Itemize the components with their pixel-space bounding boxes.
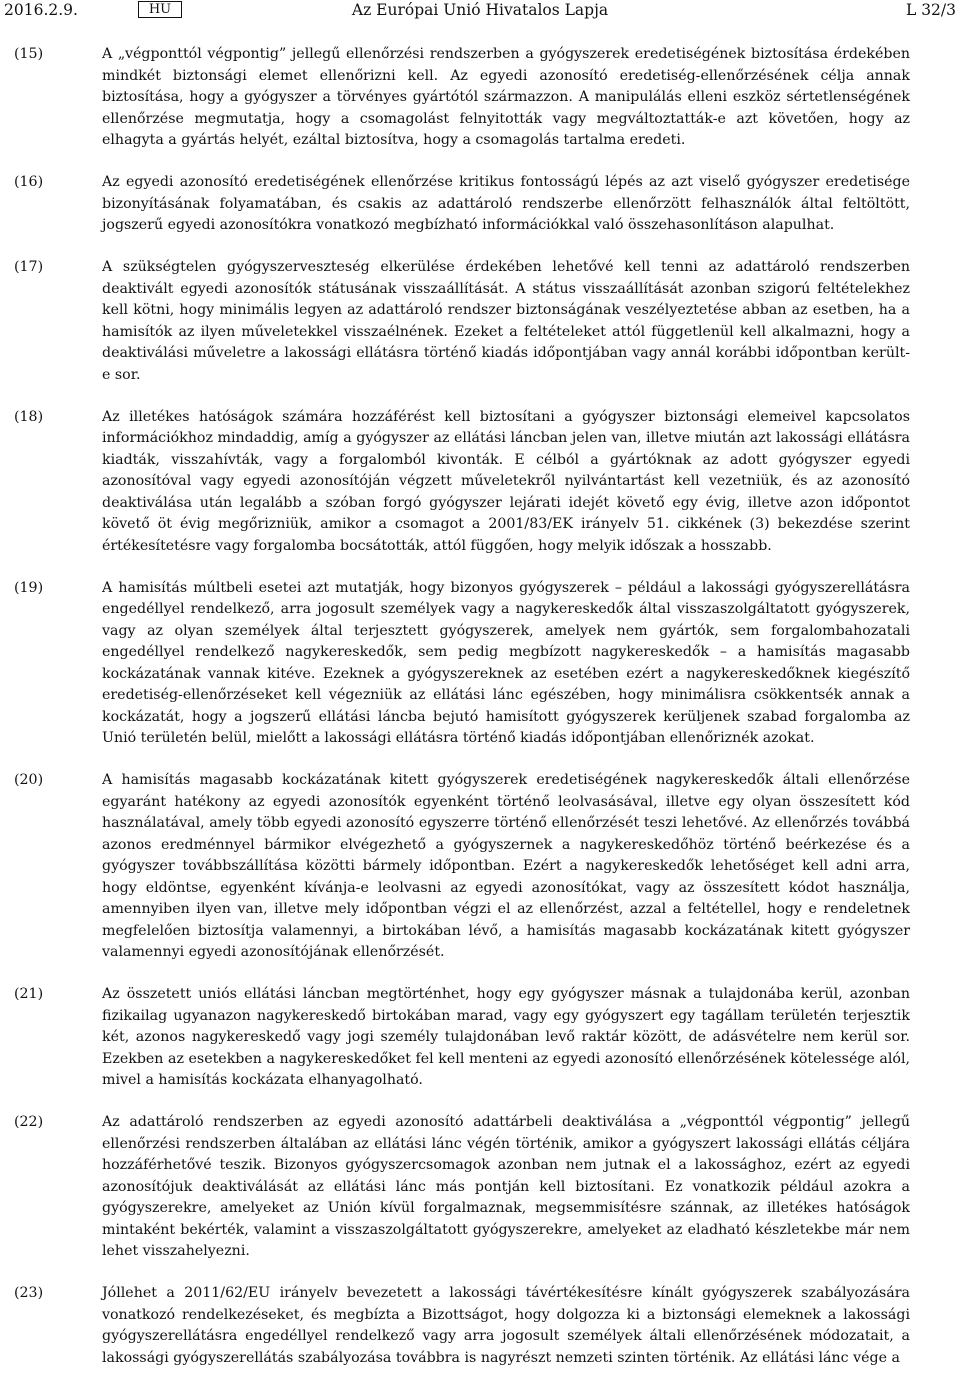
recital-number: (18) (14, 408, 44, 425)
publication-date: 2016.2.9. (4, 1, 78, 19)
recital-16 (14, 172, 910, 237)
recital-text: Az illetékes hatóságok számára hozzáférést kell biztosítani a gyógyszer biztonsági elemeivel kapcsolatos információkhoz mindaddig, amíg a gyógyszer az ellátási láncban jelen van, illetve miután azt lakossági ellátásra kiadták, visszahívták, vagy a forgalomból kivonták. E célból a gyártóknak az adott gyógyszer egyedi azonosítóval vagy egyedi azonosítóján végzett műveletekről nyilvántartást kell vezetniük, és az azonosító deaktiválása után legalább a szóban forgó gyógyszer lejárati idejét követő egy évig, illetve azon időpontot követő öt évig megőrizniük, amikor a csomagot a 2001/83/EK irányelv 51. cikkének (3) bekezdése szerint értékesítetésre vagy forgalomba bocsátották, attól függően, hogy melyik időszak a hosszabb. (102, 408, 910, 554)
recital-19 (14, 578, 910, 750)
recital-number: (22) (14, 1114, 44, 1130)
recital-text: Jóllehet a 2011/62/EU irányelv bevezetett a lakossági távértékesítésre kínált gyógyszerek szabályozására vonatkozó rendelkezéseket, és megbízta a Bizottságot, hogy dolgozza ki a biztonsági elemeknek a lakossági gyógyszerellátásra engedéllyel rendelkező vagy arra jogosult személyek általi ellenőrzésének módozatait, a lakossági gyógyszerellátás szabályozása továbbra is nagyrészt nemzeti szinten történik. Az ellátási lánc vége a (102, 1285, 910, 1366)
recital-text: Az adattároló rendszerben az egyedi azonosító adattárbeli deaktiválása a „végponttól végpontig” jellegű ellenőrzési rendszerben általában az ellátási lánc végén történik, amikor a gyógyszert lakossági ellátás céljára hozzáférhetővé teszik. Bizonyos gyógyszercsomagok azonban nem jutnak el a lakossághoz, ezért az egyedi azonosítójuk deaktiválását az ellátási lánc más pontján kell biztosítani. Ez vonatkozik például azokra a gyógyszerekre, amelyeket az Unión kívül forgalmaznak, megsemmisítésre szánnak, az illetékes hatóságok mintaként bekérték, valamint a visszaszolgáltatott gyógyszerekre, amelyeket az eladható készletekbe már nem lehet visszahelyezni. (102, 1114, 910, 1259)
language-badge: HU (138, 1, 182, 18)
recital-number: (16) (14, 174, 44, 190)
recital-text: A hamisítás múltbeli esetei azt mutatják, hogy bizonyos gyógyszerek – például a lakossági gyógyszerellátásra engedéllyel rendelkező, arra jogosult személyek vagy a nagykereskedők által visszaszolgáltatott gyógyszerek, vagy az olyan személyek által terjesztett gyógyszerek, amelyek nem gyártók, sem forgalombahozatali engedéllyel rendelkező nagykereskedők, sem pedig megbízott nagykereskedők – a hamisítás magasabb kockázatának vannak kitéve. Ezeknek a gyógyszereknek az esetében ezért a nagykereskedőknek kiegészítő eredetiség-ellenőrzéseket kell végezniük az ellátási lánc egészében, hogy minimálisra csökkentsék annak a kockázatát, hogy a jogszerű ellátási láncba bejutó hamisított gyógyszerek kerüljenek szabad forgalomba az Unió területén belül, mielőtt a lakossági ellátásra történő kiadás időpontjában ellenőriznék azokat. (102, 579, 910, 746)
recital-text: A „végponttól végpontig” jellegű ellenőrzési rendszerben a gyógyszerek eredetiségének biztosítása érdekében mindkét biztonsági elemet ellenőrizni kell. Az egyedi azonosító eredetiség-ellenőrzésének célja annak biztosítása, hogy a gyógyszer a törvényes gyártótól származzon. A manipulálás elleni eszköz sértetlenségének ellenőrzése megmutatja, hogy a csomagolást felnyitották vagy megváltoztatták-e azt követően, hogy az elhagyta a gyártás helyét, ezáltal biztosítva, hogy a csomagolás tartalma eredeti. (102, 46, 910, 148)
recital-text: Az egyedi azonosító eredetiségének ellenőrzése kritikus fontosságú lépés az azt viselő gyógyszer eredetisége bizonyításának folyamatában, és csakis az adattároló rendszerbe ellenőrzött felhasználók által feltöltött, jogszerű egyedi azonosítókra vonatkozó megbízható információkkal való összehasonlításon alapulhat. (102, 174, 910, 233)
recital-15 (14, 44, 910, 152)
recital-23 (14, 1283, 910, 1369)
recital-22 (14, 1112, 910, 1263)
recital-text: A hamisítás magasabb kockázatának kitett gyógyszerek eredetiségének nagykereskedők általi ellenőrzése egyaránt hatékony az egyedi azonosítók egyenként történő leolvasásával, illetve egy olyan összesített kód használatával, amely több egyedi azonosító egyszerre történő ellenőrzését teszi lehetővé. Az ellenőrzés továbbá azonos eredménnyel bármikor elvégezhető a gyógyszernek a nagykereskedőhöz történő beérkezése és a gyógyszer továbbszállítása közötti bármely időpontban. Ezért a nagykereskedők lehetőséget kell adni arra, hogy eldöntse, egyenként kívánja-e leolvasni az egyedi azonosítókat, vagy az összesített kódot használja, amennyiben ilyen van, illetve mely időpontban végzi el az ellenőrzést, azzal a feltétellel, hogy e rendeletnek megfelelően biztosítja valamennyi, a birtokában lévő, a hamisítás magasabb kockázatának kitett gyógyszer valamennyi egyedi azonosítójának ellenőrzését. (102, 772, 910, 960)
recital-text: Az összetett uniós ellátási láncban megtörténhet, hogy egy gyógyszer másnak a tulajdonába kerül, azonban fizikailag ugyanazon nagykereskedő birtokában marad, vagy egy gyógyszert egy tagállam területén terjesztik két, azonos nagykereskedő vagy jogi személy tulajdonában levő raktár között, de adásvételre nem kerül sor. Ezekben az esetekben a nagykereskedőket fel kell menteni az egyedi azonosító ellenőrzésének kötelessége alól, mivel a hamisítás kockázata elhanyagolható. (102, 986, 910, 1088)
recital-number: (17) (14, 259, 44, 275)
recitals-list (14, 44, 910, 1390)
journal-title: Az Európai Unió Hivatalos Lapja (351, 1, 609, 19)
recital-17 (14, 257, 910, 386)
recital-number: (23) (14, 1285, 44, 1301)
recital-20 (14, 770, 910, 964)
page-header (4, 0, 956, 22)
recital-number: (20) (14, 772, 44, 788)
recital-number: (21) (14, 986, 44, 1002)
recital-number: (19) (14, 579, 44, 596)
page-number: L 32/3 (905, 1, 956, 19)
recital-number: (15) (14, 46, 44, 62)
recital-21 (14, 984, 910, 1092)
recital-text: A szükségtelen gyógyszerveszteség elkerülése érdekében lehetővé kell tenni az adattároló rendszerben deaktivált egyedi azonosítók státusának visszaállítását. A státus visszaállítását azonban szigorú feltételekhez kell kötni, hogy minimális legyen az adattároló rendszer biztonságának veszélyeztetése abban az esetben, ha a hamisítók az ilyen műveletekkel visszaélnének. Ezeket a feltételeket attól függetlenül kell alkalmazni, hogy a deaktiválási műveletre a lakossági ellátásra történő kiadás időpontjában vagy annál korábbi időpontban került-e sor. (102, 259, 910, 383)
recital-18 (14, 407, 910, 558)
